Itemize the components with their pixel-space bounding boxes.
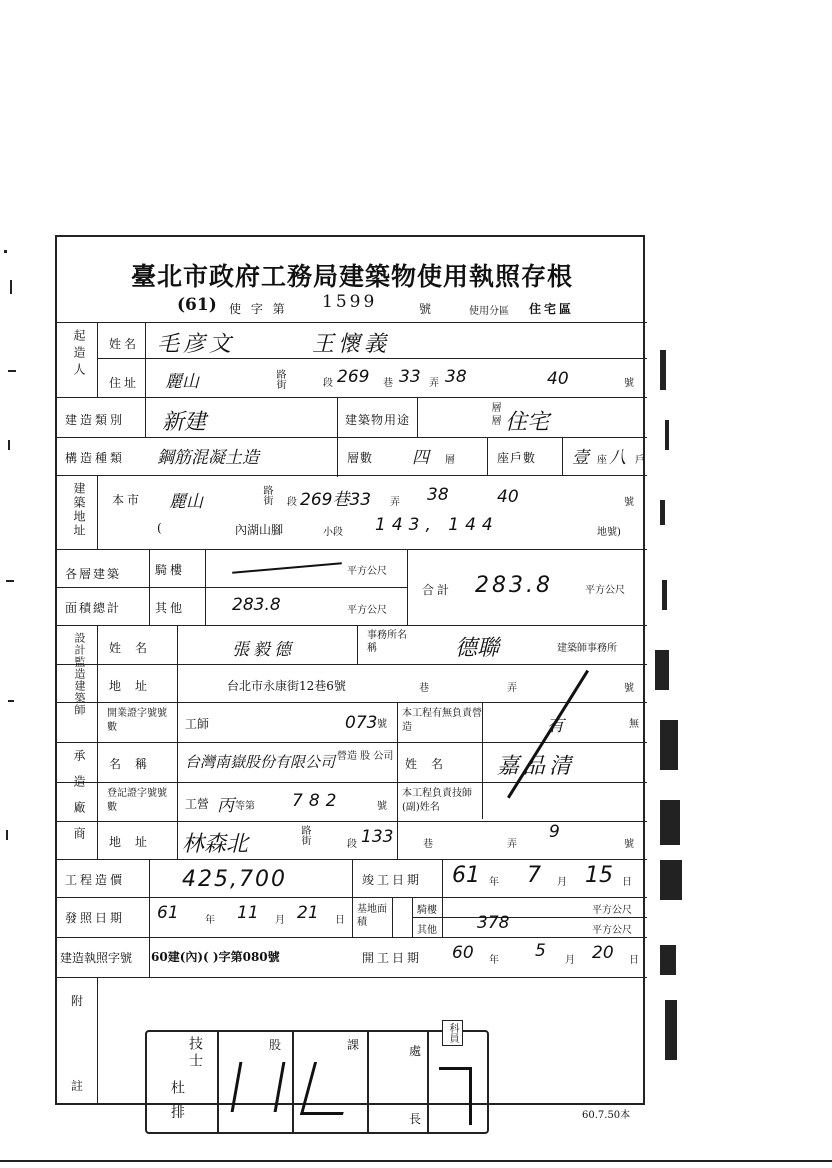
architect-license-prefix: 工師 bbox=[185, 717, 210, 731]
issue-label: 發照日期 bbox=[65, 911, 126, 925]
units-label: 座戶數 bbox=[497, 451, 537, 465]
site-no: 40 bbox=[497, 487, 519, 507]
issue-day: 21 bbox=[297, 903, 319, 923]
contractor-reg-label: 登記證字號號數 bbox=[107, 788, 167, 813]
building-type-value: 新建 bbox=[162, 410, 207, 435]
applicant-lane-value: 33 bbox=[399, 367, 421, 387]
approval-stamp bbox=[145, 1023, 489, 1134]
completion-year-unit: 年 bbox=[489, 877, 499, 888]
stamp-signature-1 bbox=[231, 1062, 286, 1112]
remarks-label-1: 附 bbox=[71, 994, 87, 1008]
other-area-unit: 平方公尺 bbox=[347, 605, 387, 616]
bleed-mark bbox=[665, 1000, 677, 1060]
site-alley: 38 bbox=[427, 485, 449, 505]
issue-year: 61 bbox=[157, 903, 179, 923]
scan-mark bbox=[4, 250, 7, 253]
applicant-no-extra: 40 bbox=[547, 369, 569, 389]
bleed-mark bbox=[660, 800, 680, 845]
floors-unit: 層 bbox=[445, 455, 455, 466]
total-area-unit: 平方公尺 bbox=[585, 585, 625, 596]
applicant-name-label: 姓名 bbox=[109, 337, 140, 351]
completion-month: 7 bbox=[527, 863, 541, 888]
contractor-name-value: 台灣南嶽股份有限公司 bbox=[185, 753, 336, 771]
applicant-lane-label: 巷 bbox=[383, 378, 393, 389]
applicant-alley-label: 弄 bbox=[429, 378, 439, 389]
permit-type-label: 使 字 第 bbox=[229, 302, 288, 316]
bleed-mark bbox=[660, 500, 665, 525]
start-date-label: 開工日期 bbox=[362, 951, 423, 965]
completion-day: 15 bbox=[585, 863, 613, 888]
architect-license-no: 073 bbox=[345, 713, 378, 733]
stamp-label-du: 杜 排 bbox=[169, 1080, 185, 1122]
completion-month-unit: 月 bbox=[557, 877, 567, 888]
site-road-label: 路街 bbox=[261, 485, 272, 505]
units-count: 八 bbox=[609, 448, 626, 468]
start-month: 5 bbox=[535, 941, 546, 961]
contractor-person-label: 姓名 bbox=[405, 757, 458, 771]
remarks-label-2: 註 bbox=[71, 1079, 87, 1093]
applicant-lane-no: 269 bbox=[337, 367, 370, 387]
bleed-mark bbox=[660, 720, 678, 770]
unit-household-label: 戶 bbox=[635, 455, 645, 466]
floor-area-label-1: 各層建築 bbox=[65, 567, 122, 581]
applicant-district: 麗山 bbox=[165, 372, 199, 392]
cost-value: 425,700 bbox=[182, 867, 287, 892]
arcade-dash bbox=[232, 562, 342, 574]
contractor-alley-label: 弄 bbox=[507, 839, 517, 850]
site-small-section: 內湖山腳 bbox=[235, 523, 284, 537]
site-area-label: 基地面積 bbox=[357, 904, 387, 928]
stamp-label-tech: 技士 bbox=[187, 1036, 203, 1070]
units-value: 壹 bbox=[572, 448, 589, 468]
stamp-label-section: 股 bbox=[269, 1038, 285, 1052]
scan-mark bbox=[8, 700, 14, 702]
issue-month: 11 bbox=[237, 903, 259, 923]
building-floor-labels: 層 層 bbox=[489, 402, 500, 426]
architect-alley-label: 弄 bbox=[507, 683, 517, 694]
stamp-signature-3 bbox=[439, 1067, 472, 1125]
architect-office-label: 事務所名稱 bbox=[367, 630, 407, 654]
architect-supervise-unit: 無 bbox=[629, 719, 639, 730]
site-other-label: 其他 bbox=[417, 925, 437, 936]
scan-mark bbox=[8, 370, 16, 372]
site-paren: ( bbox=[157, 521, 165, 535]
applicant-alley-value: 38 bbox=[445, 367, 467, 387]
site-section-label: 段 bbox=[287, 497, 297, 508]
architect-address-value: 台北市永康街12巷6號 bbox=[227, 679, 346, 693]
architect-supervise-value: 有 bbox=[547, 716, 564, 736]
arcade-unit: 平方公尺 bbox=[347, 566, 387, 577]
floors-label: 層數 bbox=[347, 451, 374, 465]
permit-number: 1599 bbox=[322, 292, 378, 312]
permit-number-suffix: 號 bbox=[419, 302, 435, 316]
contractor-reg-prefix: 工營 bbox=[185, 797, 210, 811]
contractor-type-label: 營造 股 公司 bbox=[337, 751, 394, 762]
contractor-reg-text: 等第 bbox=[235, 801, 255, 812]
applicant-name-1: 毛彦文 bbox=[157, 332, 236, 357]
stamp-sign: 科員 bbox=[442, 1020, 463, 1046]
architect-section-label: 設計監造建築師 bbox=[73, 632, 86, 716]
architect-number-suffix: 號 bbox=[377, 719, 387, 730]
start-day-unit: 日 bbox=[629, 955, 639, 966]
cost-label: 工程造價 bbox=[65, 873, 126, 887]
architect-license-label: 開業證字號號數 bbox=[107, 708, 167, 733]
bleed-mark bbox=[660, 945, 676, 975]
zone-value: 住宅區 bbox=[529, 302, 575, 316]
bleed-mark bbox=[660, 350, 666, 390]
unit-seat-label: 座 bbox=[597, 455, 607, 466]
applicant-address-label: 住址 bbox=[109, 376, 140, 390]
applicant-section-label: 起造人 bbox=[72, 329, 86, 380]
print-code: 60.7.50本 bbox=[582, 1110, 631, 1121]
stamp-signature-2 bbox=[300, 1062, 357, 1115]
site-district: 麗山 bbox=[169, 492, 203, 512]
scan-mark bbox=[10, 280, 12, 294]
site-alley-label: 弄 bbox=[390, 497, 400, 508]
other-area-label: 其他 bbox=[155, 601, 186, 615]
architect-number-label: 號 bbox=[624, 683, 634, 694]
zone-label: 使用分區 bbox=[469, 306, 509, 317]
form-title: 臺北市政府工務局建築物使用執照存根 bbox=[130, 262, 573, 291]
issue-day-unit: 日 bbox=[335, 915, 345, 926]
contractor-number-label: 號 bbox=[624, 839, 634, 850]
total-area-value: 283.8 bbox=[475, 573, 553, 598]
contractor-section-value: 133 bbox=[361, 827, 394, 847]
start-month-unit: 月 bbox=[565, 955, 575, 966]
architect-name-label: 姓名 bbox=[109, 641, 162, 655]
construction-permit-value: 60建(內)( )字第080號 bbox=[151, 950, 280, 964]
site-small-section-label: 小段 bbox=[323, 527, 343, 538]
contractor-road-label: 路街 bbox=[299, 825, 310, 845]
contractor-name-label: 名稱 bbox=[109, 757, 162, 771]
site-lane: 269巷33 bbox=[300, 490, 372, 510]
scan-mark bbox=[8, 440, 10, 450]
architect-address-label: 地址 bbox=[109, 679, 162, 693]
applicant-name-2: 王懷義 bbox=[312, 332, 391, 357]
stamp-label-division: 課 bbox=[347, 1038, 363, 1052]
other-area-value: 283.8 bbox=[232, 595, 281, 615]
applicant-number-label: 號 bbox=[624, 378, 634, 389]
bleed-mark bbox=[660, 860, 682, 900]
contractor-reg-suffix: 號 bbox=[377, 801, 387, 812]
applicant-section-char: 段 bbox=[323, 378, 333, 389]
site-address-label: 建築地址 bbox=[72, 482, 86, 538]
bleed-mark bbox=[655, 650, 669, 690]
contractor-section-label: 段 bbox=[347, 839, 357, 850]
start-year: 60 bbox=[452, 943, 474, 963]
stamp-label-office: 處 bbox=[409, 1044, 425, 1058]
contractor-lane-label: 巷 bbox=[423, 839, 433, 850]
site-lot-label: 地號) bbox=[597, 527, 621, 538]
permit-prefix: (61) bbox=[177, 295, 217, 315]
contractor-section-label: 承造廠商 bbox=[72, 749, 86, 853]
building-type-label: 建造類別 bbox=[65, 413, 126, 427]
contractor-tech-label: 本工程負責技師(副)姓名 bbox=[402, 788, 472, 813]
total-area-label: 合計 bbox=[422, 583, 453, 597]
site-city: 本市 bbox=[112, 493, 143, 507]
arcade-label: 騎樓 bbox=[155, 563, 186, 577]
start-day: 20 bbox=[592, 943, 614, 963]
contractor-reg-class: 丙 bbox=[217, 796, 234, 816]
architect-office-value: 德聯 bbox=[455, 636, 500, 661]
floors-value: 四 bbox=[412, 448, 429, 468]
permit-form bbox=[55, 235, 645, 1105]
building-use-label: 建築物用途 bbox=[345, 413, 411, 427]
site-arcade-label: 騎樓 bbox=[417, 905, 437, 916]
issue-month-unit: 月 bbox=[275, 915, 285, 926]
contractor-alley-value: 9 bbox=[549, 822, 560, 842]
completion-label: 竣工日期 bbox=[362, 873, 423, 887]
architect-office-suffix: 建築師事務所 bbox=[557, 643, 617, 654]
scan-mark bbox=[6, 830, 8, 840]
applicant-road-label: 路街 bbox=[274, 369, 285, 389]
building-use-value: 住宅 bbox=[505, 410, 550, 435]
structure-label: 構造種類 bbox=[65, 451, 126, 465]
bleed-mark bbox=[665, 420, 669, 450]
contractor-person-value: 嘉品清 bbox=[497, 754, 576, 779]
architect-supervise-label: 本工程有無負責營造 bbox=[402, 708, 482, 733]
bleed-mark bbox=[662, 580, 667, 610]
contractor-reg-value: 782 bbox=[292, 791, 343, 811]
start-year-unit: 年 bbox=[489, 955, 499, 966]
architect-lane-label: 巷 bbox=[419, 683, 429, 694]
site-arcade-unit: 平方公尺 bbox=[592, 905, 632, 916]
structure-value: 鋼筋混凝土造 bbox=[157, 448, 259, 468]
bottom-line bbox=[0, 1160, 832, 1162]
construction-permit-label: 建造執照字號 bbox=[60, 951, 133, 965]
scan-mark bbox=[6, 580, 14, 582]
contractor-address-value: 林森北 bbox=[182, 832, 249, 857]
contractor-address-label: 地址 bbox=[109, 835, 162, 849]
completion-day-unit: 日 bbox=[622, 877, 632, 888]
site-number-label: 號 bbox=[624, 497, 634, 508]
floor-area-label-2: 面積總計 bbox=[65, 601, 122, 615]
issue-year-unit: 年 bbox=[205, 915, 215, 926]
site-lots: 143, 144 bbox=[375, 515, 499, 535]
completion-year: 61 bbox=[452, 863, 480, 888]
stamp-label-chief: 長 bbox=[409, 1112, 425, 1126]
architect-name-value: 張毅德 bbox=[232, 640, 295, 660]
site-other-value: 378 bbox=[477, 913, 510, 933]
site-other-unit: 平方公尺 bbox=[592, 925, 632, 936]
